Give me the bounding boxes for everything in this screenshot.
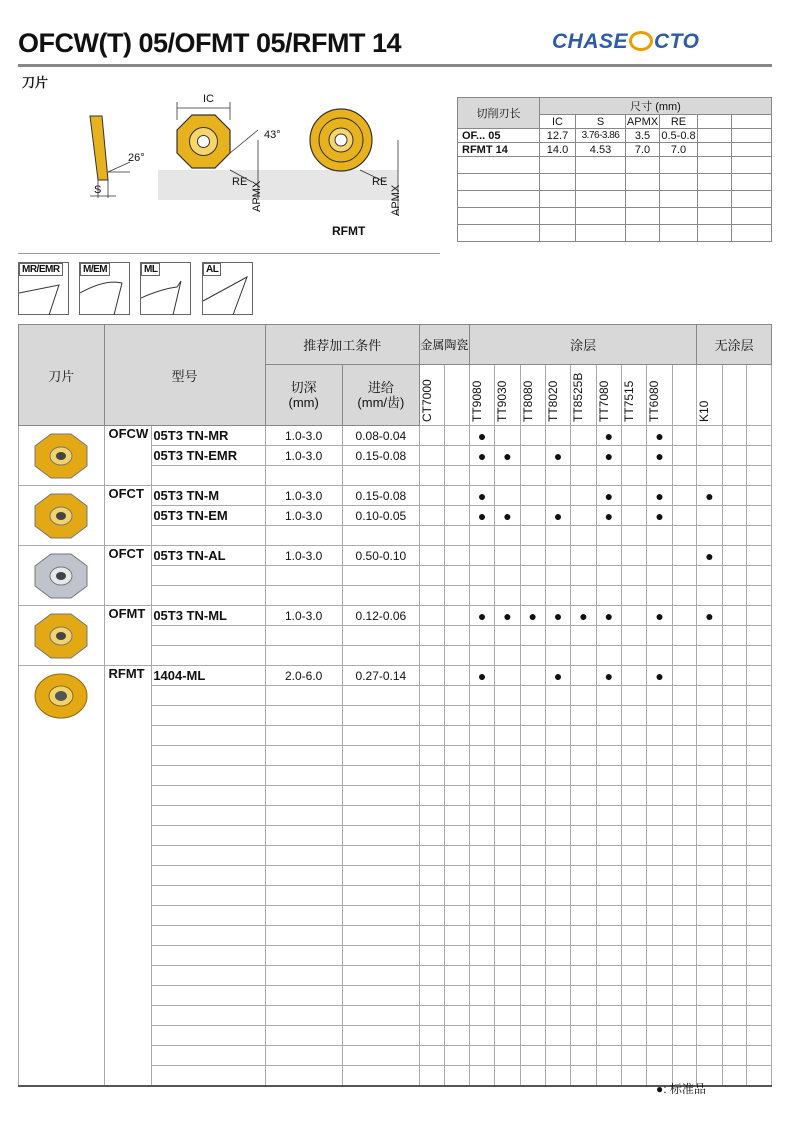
standard-mark: ● xyxy=(495,506,520,526)
feed-value: 0.50-0.10 xyxy=(342,546,419,566)
standard-mark: ● xyxy=(647,506,672,526)
standard-mark: ● xyxy=(697,606,722,626)
title-rule xyxy=(18,64,772,67)
dim-col-apmx: APMX xyxy=(626,115,659,128)
s-label: S xyxy=(94,184,102,196)
header-ceramic: 金属陶瓷 xyxy=(419,325,469,365)
ic-label: IC xyxy=(203,93,214,105)
depth-value: 1.0-3.0 xyxy=(265,506,342,526)
series-prefix: OFMT xyxy=(104,606,152,666)
model-code: 05T3 TN-EM xyxy=(152,506,265,526)
apmx-label: APMX xyxy=(251,180,263,212)
octagon-insert-photo-icon xyxy=(31,610,91,662)
brand-o-ring-icon xyxy=(629,31,653,51)
chipbreaker-m-em xyxy=(79,262,130,315)
standard-mark: ● xyxy=(647,446,672,466)
chipbreaker-label: ML xyxy=(141,263,160,276)
standard-mark: ● xyxy=(469,666,494,686)
table-row xyxy=(19,426,772,446)
depth-value: 1.0-3.0 xyxy=(265,546,342,566)
angle-43-label: 43° xyxy=(264,129,281,141)
standard-mark: ● xyxy=(697,546,722,566)
standard-mark: ● xyxy=(647,666,672,686)
standard-mark: ● xyxy=(469,426,494,446)
page-title: OFCW(T) 05/OFMT 05/RFMT 14 xyxy=(18,28,402,58)
brand-text-left: CHASE xyxy=(552,30,629,53)
standard-mark: ● xyxy=(596,506,621,526)
feed-value: 0.12-0.06 xyxy=(342,606,419,626)
footnote: ●: 标准品 xyxy=(656,1082,706,1096)
standard-mark: ● xyxy=(545,446,570,466)
standard-mark: ● xyxy=(469,506,494,526)
grade-header: TT9030 xyxy=(495,380,510,422)
feed-value: 0.08-0.04 xyxy=(342,426,419,446)
chipbreaker-mr-emr xyxy=(18,262,69,315)
dim-cell: 3.5 xyxy=(626,129,660,143)
table-row xyxy=(19,486,772,506)
model-code: 05T3 TN-EMR xyxy=(152,446,265,466)
section-label: 刀片 xyxy=(22,75,49,90)
chipbreaker-ml xyxy=(140,262,191,315)
chipbreaker-al xyxy=(202,262,253,315)
standard-mark: ● xyxy=(495,446,520,466)
header-uncoated: 无涂层 xyxy=(697,325,772,365)
dim-header-size: 尺寸 (mm) xyxy=(540,98,772,115)
rfmt-caption: RFMT xyxy=(332,224,366,238)
feed-value: 0.15-0.08 xyxy=(342,446,419,466)
header-feed: 进给 (mm/齿) xyxy=(342,365,419,426)
model-code: 05T3 TN-MR xyxy=(152,426,265,446)
grade-header: TT6080 xyxy=(647,380,662,422)
feed-value: 0.10-0.05 xyxy=(342,506,419,526)
dim-cell: 4.53 xyxy=(576,143,626,157)
standard-mark: ● xyxy=(596,666,621,686)
header-model: 型号 xyxy=(104,325,265,426)
octagon-insert-photo-icon xyxy=(31,550,91,602)
insert-image xyxy=(19,486,105,546)
depth-value: 1.0-3.0 xyxy=(265,486,342,506)
model-code: 1404-ML xyxy=(152,666,265,686)
insert-image xyxy=(19,546,105,606)
series-prefix: RFMT xyxy=(104,666,152,1086)
octagon-insert-photo-icon xyxy=(31,430,91,482)
grade-header: TT8020 xyxy=(545,380,560,422)
standard-mark: ● xyxy=(647,486,672,506)
dim-col-re: RE xyxy=(660,115,698,129)
standard-mark: ● xyxy=(697,486,722,506)
standard-mark: ● xyxy=(545,606,570,626)
standard-mark: ● xyxy=(469,606,494,626)
standard-mark: ● xyxy=(596,486,621,506)
chipbreaker-label: M/EM xyxy=(80,263,110,276)
standard-mark: ● xyxy=(596,426,621,446)
series-prefix: OFCT xyxy=(104,546,152,606)
table-row xyxy=(19,606,772,626)
rfmt-apmx-label: APMX xyxy=(390,184,402,216)
dim-cell: 3.76-3.86 xyxy=(576,129,626,143)
octagon-insert-photo-icon xyxy=(31,490,91,542)
dim-cell: 7.0 xyxy=(660,143,698,157)
grade-header: TT8525B xyxy=(571,372,586,422)
grade-header: TT7515 xyxy=(622,380,637,422)
standard-mark: ● xyxy=(469,486,494,506)
depth-value: 1.0-3.0 xyxy=(265,426,342,446)
series-prefix: OFCT xyxy=(104,486,152,546)
header-conditions: 推荐加工条件 xyxy=(265,325,419,365)
rfmt-re-label: RE xyxy=(372,176,388,188)
dim-cell: 12.7 xyxy=(540,129,576,143)
dim-cell: 14.0 xyxy=(540,143,576,157)
re-label: RE xyxy=(232,176,248,188)
dim-col-s: S xyxy=(576,115,626,129)
dimension-table xyxy=(457,97,772,242)
model-code: 05T3 TN-M xyxy=(152,486,265,506)
feed-value: 0.15-0.08 xyxy=(342,486,419,506)
standard-mark: ● xyxy=(469,446,494,466)
standard-mark: ● xyxy=(545,506,570,526)
brand-logo xyxy=(552,30,699,54)
model-code: 05T3 TN-ML xyxy=(152,606,265,626)
standard-mark: ● xyxy=(596,606,621,626)
grade-header: CT7000 xyxy=(419,379,434,422)
brand-text-right: CTO xyxy=(654,30,700,53)
series-prefix: OFCW xyxy=(104,426,152,486)
dim-row-name: OF... 05 xyxy=(458,129,540,143)
dim-row-name: RFMT 14 xyxy=(458,143,540,157)
depth-value: 1.0-3.0 xyxy=(265,606,342,626)
chipbreaker-label: MR/EMR xyxy=(19,263,63,276)
header-coated: 涂层 xyxy=(469,325,696,365)
dim-row xyxy=(458,129,772,143)
grade-header: TT8080 xyxy=(520,380,535,422)
feed-value: 0.27-0.14 xyxy=(342,666,419,686)
dim-cell: 7.0 xyxy=(626,143,660,157)
dim-cell: 0.5-0.8 xyxy=(661,129,696,142)
table-row xyxy=(19,666,772,686)
insert-grade-table xyxy=(18,324,772,1087)
side-profile-shape xyxy=(90,116,108,180)
grade-header: TT7080 xyxy=(596,380,611,422)
angle-26-label: 26° xyxy=(128,152,145,164)
standard-mark: ● xyxy=(647,426,672,446)
model-code: 05T3 TN-AL xyxy=(152,546,265,566)
dim-header-edge: 切削刃长 xyxy=(458,98,540,129)
standard-mark: ● xyxy=(545,666,570,686)
standard-mark: ● xyxy=(495,606,520,626)
grade-header: K10 xyxy=(697,400,712,422)
standard-mark: ● xyxy=(596,446,621,466)
header-depth: 切深 (mm) xyxy=(265,365,342,426)
dim-col-ic: IC xyxy=(540,115,576,129)
insert-image xyxy=(19,666,105,1086)
round-insert-photo-icon xyxy=(31,670,91,722)
chipbreaker-label: AL xyxy=(203,263,221,276)
header-insert: 刀片 xyxy=(19,325,105,426)
depth-value: 2.0-6.0 xyxy=(265,666,342,686)
standard-mark: ● xyxy=(571,606,596,626)
depth-value: 1.0-3.0 xyxy=(265,446,342,466)
insert-image xyxy=(19,426,105,486)
section-divider xyxy=(18,253,440,254)
insert-image xyxy=(19,606,105,666)
standard-mark: ● xyxy=(520,606,545,626)
table-row xyxy=(19,546,772,566)
dim-row xyxy=(458,143,772,157)
standard-mark: ● xyxy=(647,606,672,626)
grade-header: TT9080 xyxy=(469,380,484,422)
